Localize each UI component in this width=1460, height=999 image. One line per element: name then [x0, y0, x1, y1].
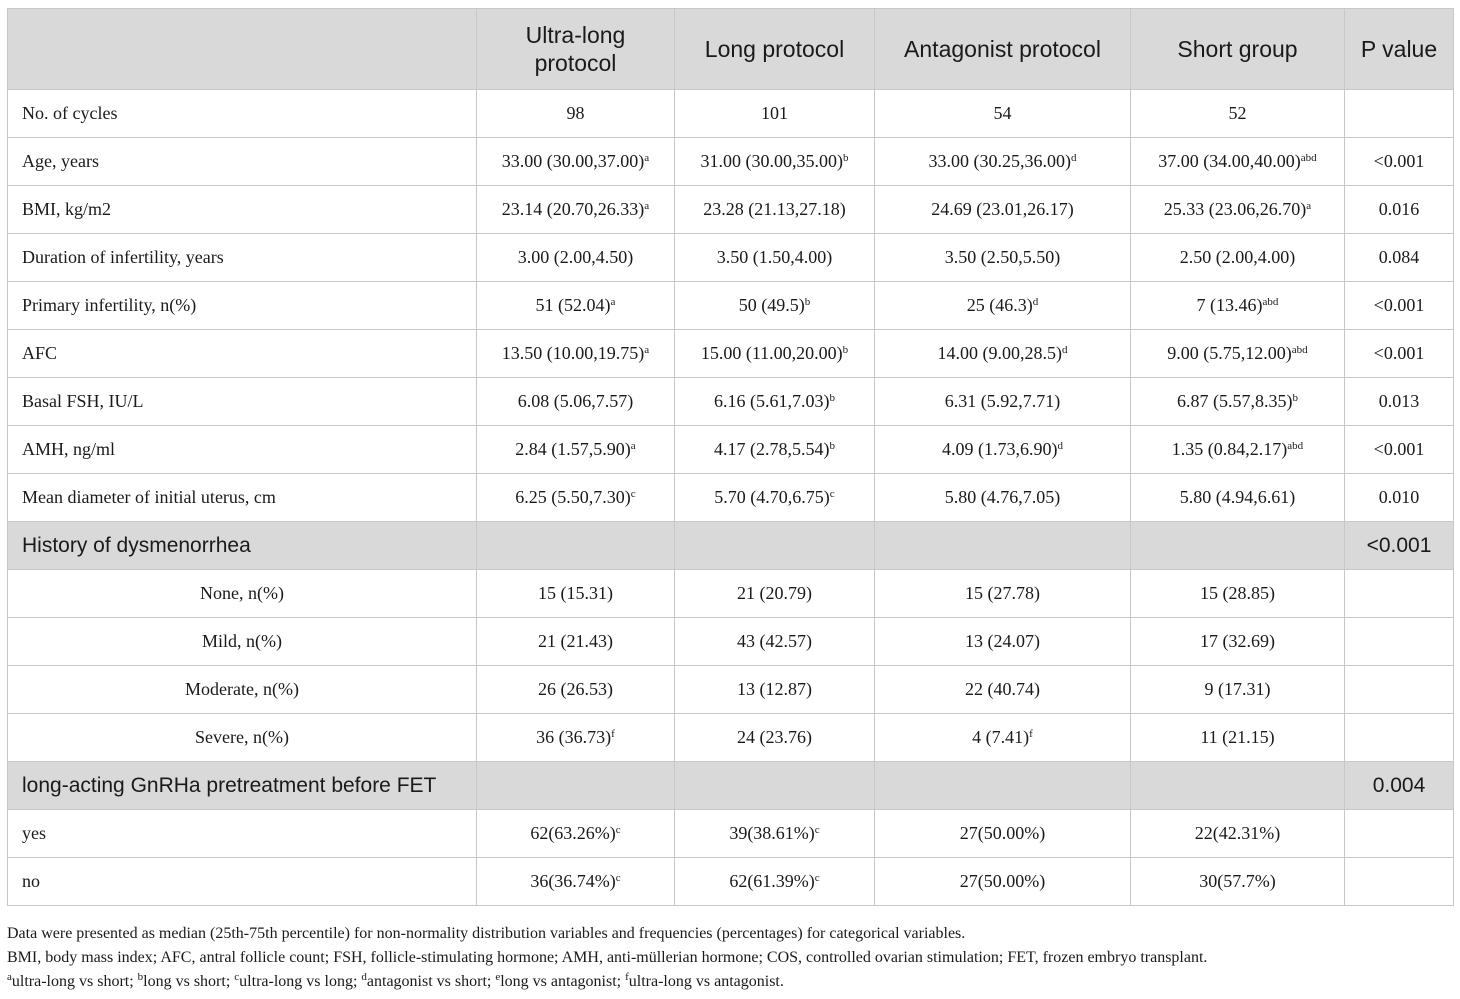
cell-superscript: a [644, 344, 650, 356]
table-cell [477, 474, 675, 522]
cell-value: 6.87 (5.57,8.35) [1177, 391, 1293, 411]
table-cell [875, 810, 1131, 858]
cell-superscript: c [630, 488, 636, 500]
cell-superscript: b [829, 440, 835, 452]
cell-value: 15 (27.78) [965, 583, 1040, 603]
table-cell [477, 618, 675, 666]
cell-value: <0.001 [1373, 343, 1425, 363]
cell-superscript: f [1029, 728, 1033, 740]
row-label: AMH, ng/ml [8, 426, 477, 474]
footnote-text: ultra-long vs antagonist. [628, 973, 784, 990]
cell-value: 22 (40.74) [965, 679, 1040, 699]
table-cell [675, 282, 875, 330]
cell-value: 26 (26.53) [538, 679, 613, 699]
header-row [8, 9, 1454, 90]
table-cell [675, 858, 875, 906]
table-cell [675, 666, 875, 714]
table-cell [477, 426, 675, 474]
table-cell [875, 90, 1131, 138]
table-cell [1345, 474, 1454, 522]
row-label: Duration of infertility, years [8, 234, 477, 282]
cell-value: 4.09 (1.73,6.90) [942, 439, 1058, 459]
cell-value: 3.50 (1.50,4.00) [716, 247, 833, 267]
footnote-text: antagonist vs short; [366, 973, 496, 990]
table-cell [1345, 666, 1454, 714]
row-label: BMI, kg/m2 [8, 186, 477, 234]
table-cell [1131, 138, 1345, 186]
cell-value: 3.00 (2.00,4.50) [517, 247, 634, 267]
table-row [8, 570, 1454, 618]
table-cell [875, 138, 1131, 186]
cell-superscript: abd [1291, 344, 1308, 356]
table-cell [875, 666, 1131, 714]
cell-superscript: b [842, 344, 849, 356]
table-cell [875, 714, 1131, 762]
baseline-characteristics-table [7, 8, 1454, 906]
cell-value: 21 (21.43) [538, 631, 613, 651]
table-cell [875, 378, 1131, 426]
table-cell [477, 138, 675, 186]
cell-value: 36(36.74%) [530, 871, 616, 891]
cell-superscript: d [1062, 344, 1068, 356]
table-cell [875, 762, 1131, 810]
footnote-superscript: e [495, 971, 501, 983]
table-cell [1131, 570, 1345, 618]
table-cell [675, 186, 875, 234]
footnote-superscript: d [361, 971, 367, 983]
table-cell [1131, 714, 1345, 762]
cell-value: <0.001 [1373, 151, 1425, 171]
table-cell [1345, 426, 1454, 474]
cell-value: 98 [566, 103, 585, 123]
cell-superscript: c [615, 872, 621, 884]
table-cell [1131, 858, 1345, 906]
cell-value: 6.31 (5.92,7.71) [944, 391, 1061, 411]
table-row [8, 858, 1454, 906]
cell-value: 22(42.31%) [1194, 823, 1281, 843]
table-cell [1345, 282, 1454, 330]
cell-superscript: a [644, 200, 650, 212]
cell-value: 62(63.26%) [530, 823, 616, 843]
table-cell [875, 570, 1131, 618]
row-label: Mean diameter of initial uterus, cm [8, 474, 477, 522]
table-cell [675, 90, 875, 138]
footnote-line-1: Data were presented as median (25th-75th percentile) for non-normality distribution variables and frequencies (percentages) for categorical variables. [7, 925, 966, 942]
table-cell [675, 762, 875, 810]
footnote-line-2: BMI, body mass index; AFC, antral follicle count; FSH, follicle-stimulating hormone; AMH, anti-müllerian hormone; COS, controlled ovarian stimulation; FET, frozen embryo transplant. [7, 949, 1208, 966]
table-cell [675, 474, 875, 522]
cell-value: 5.70 (4.70,6.75) [714, 487, 830, 507]
cell-value: 2.50 (2.00,4.00) [1179, 247, 1296, 267]
cell-superscript: b [804, 296, 811, 308]
footnote-superscript: f [625, 971, 629, 983]
footnote-superscript: a [7, 971, 12, 983]
cell-value: 0.084 [1378, 247, 1420, 267]
cell-superscript: a [1306, 200, 1312, 212]
table-cell [1131, 378, 1345, 426]
header-cell-antagonist: Antagonist protocol [875, 9, 1131, 90]
table-cell [1345, 858, 1454, 906]
table-cell [1345, 522, 1454, 570]
cell-superscript: d [1071, 152, 1077, 164]
footnote-text: ultra-long vs short; [11, 973, 138, 990]
cell-value: 7 (13.46) [1196, 295, 1263, 315]
table-row [8, 90, 1454, 138]
table-cell [875, 330, 1131, 378]
cell-value: 36 (36.73) [536, 727, 612, 747]
cell-superscript: b [829, 392, 835, 404]
cell-value: <0.001 [1373, 439, 1425, 459]
table-cell [675, 378, 875, 426]
cell-value: 33.00 (30.00,37.00) [501, 151, 645, 171]
cell-value: 21 (20.79) [737, 583, 812, 603]
table-cell [1345, 90, 1454, 138]
table-cell [875, 858, 1131, 906]
cell-value: 0.013 [1378, 391, 1420, 411]
table-cell [1345, 618, 1454, 666]
cell-value: 51 (52.04) [535, 295, 611, 315]
table-cell [477, 570, 675, 618]
cell-superscript: c [814, 824, 820, 836]
cell-value: <0.001 [1373, 295, 1425, 315]
cell-value: 43 (42.57) [737, 631, 812, 651]
table-cell [1131, 474, 1345, 522]
cell-value: 15.00 (11.00,20.00) [700, 343, 843, 363]
cell-value: 62(61.39%) [729, 871, 815, 891]
cell-value: 30(57.7%) [1199, 871, 1276, 891]
table-cell [1131, 330, 1345, 378]
cell-value: 1.35 (0.84,2.17) [1171, 439, 1288, 459]
cell-value: 5.80 (4.76,7.05) [944, 487, 1061, 507]
table-cell [1345, 138, 1454, 186]
table-cell [477, 858, 675, 906]
table-cell [477, 330, 675, 378]
table-cell [675, 330, 875, 378]
table-cell [477, 666, 675, 714]
cell-value: 4.17 (2.78,5.54) [714, 439, 830, 459]
table-row [8, 714, 1454, 762]
table-cell [875, 282, 1131, 330]
cell-value: 2.84 (1.57,5.90) [515, 439, 631, 459]
table-cell [477, 522, 675, 570]
table-row [8, 810, 1454, 858]
table-cell [1131, 810, 1345, 858]
cell-value: 3.50 (2.50,5.50) [944, 247, 1061, 267]
cell-value: 6.25 (5.50,7.30) [515, 487, 631, 507]
cell-superscript: abd [1262, 296, 1279, 308]
row-label: yes [8, 810, 477, 858]
cell-value: 11 (21.15) [1200, 727, 1275, 747]
table-cell [675, 522, 875, 570]
table-cell [675, 618, 875, 666]
row-label: Severe, n(%) [8, 714, 477, 762]
table-row [8, 618, 1454, 666]
table-row [8, 186, 1454, 234]
row-label: History of dysmenorrhea [8, 522, 477, 570]
cell-value: 9 (17.31) [1204, 679, 1271, 699]
cell-value: 27(50.00%) [959, 823, 1046, 843]
table-cell [1131, 426, 1345, 474]
table-cell [1131, 666, 1345, 714]
cell-superscript: c [814, 872, 820, 884]
footnote-superscript: b [137, 971, 144, 983]
cell-value: 0.004 [1372, 773, 1426, 797]
cell-value: 13.50 (10.00,19.75) [501, 343, 645, 363]
cell-value: 13 (24.07) [965, 631, 1040, 651]
table-cell [1345, 810, 1454, 858]
table-cell [477, 90, 675, 138]
cell-value: 37.00 (34.00,40.00) [1158, 151, 1301, 171]
table-cell [1131, 762, 1345, 810]
table-cell [477, 810, 675, 858]
table-cell [477, 234, 675, 282]
table-cell [477, 186, 675, 234]
table-cell [1131, 90, 1345, 138]
row-label: long-acting GnRHa pretreatment before FET [8, 762, 477, 810]
table-cell [675, 570, 875, 618]
cell-superscript: a [644, 152, 650, 164]
cell-value: 15 (15.31) [538, 583, 613, 603]
cell-superscript: abd [1300, 152, 1317, 164]
cell-value: 50 (49.5) [738, 295, 805, 315]
cell-value: 24 (23.76) [737, 727, 812, 747]
cell-value: 23.28 (21.13,27.18) [703, 199, 846, 219]
table-cell [675, 234, 875, 282]
row-label: AFC [8, 330, 477, 378]
table-cell [875, 474, 1131, 522]
table-row [8, 234, 1454, 282]
cell-superscript: d [1057, 440, 1063, 452]
table-row [8, 426, 1454, 474]
header-cell-label [8, 9, 477, 90]
row-label: Mild, n(%) [8, 618, 477, 666]
table-cell [477, 378, 675, 426]
cell-value: 5.80 (4.94,6.61) [1179, 487, 1296, 507]
table-cell [477, 762, 675, 810]
table-cell [1131, 234, 1345, 282]
cell-value: 15 (28.85) [1200, 583, 1275, 603]
table-cell [675, 138, 875, 186]
row-label: None, n(%) [8, 570, 477, 618]
cell-value: <0.001 [1366, 533, 1432, 557]
cell-value: 14.00 (9.00,28.5) [937, 343, 1062, 363]
table-row [8, 138, 1454, 186]
table-cell [675, 426, 875, 474]
row-label: No. of cycles [8, 90, 477, 138]
cell-value: 101 [761, 103, 788, 123]
row-label: Age, years [8, 138, 477, 186]
cell-superscript: a [610, 296, 616, 308]
header-cell-p-value: P value [1345, 9, 1454, 90]
row-label: Primary infertility, n(%) [8, 282, 477, 330]
cell-value: 4 (7.41) [972, 727, 1030, 747]
table-row [8, 378, 1454, 426]
table-cell [1345, 378, 1454, 426]
footnote-text: long vs short; [143, 973, 235, 990]
cell-value: 25 (46.3) [966, 295, 1033, 315]
table-cell [675, 714, 875, 762]
table-cell [1345, 762, 1454, 810]
table-cell [1131, 282, 1345, 330]
header-cell-short: Short group [1131, 9, 1345, 90]
cell-value: 39(38.61%) [729, 823, 815, 843]
cell-superscript: c [829, 488, 835, 500]
cell-superscript: d [1032, 296, 1039, 308]
table-row [8, 474, 1454, 522]
table-cell [1345, 330, 1454, 378]
cell-value: 27(50.00%) [959, 871, 1046, 891]
header-cell-long: Long protocol [675, 9, 875, 90]
table-row [8, 282, 1454, 330]
table-cell [1131, 618, 1345, 666]
table-cell [1345, 570, 1454, 618]
cell-superscript: c [615, 824, 621, 836]
cell-superscript: abd [1287, 440, 1304, 452]
cell-value: 25.33 (23.06,26.70) [1163, 199, 1307, 219]
table-cell [875, 522, 1131, 570]
cell-value: 52 [1228, 103, 1247, 123]
table-cell [875, 618, 1131, 666]
table-row [8, 330, 1454, 378]
cell-superscript: a [630, 440, 636, 452]
table-cell [1345, 234, 1454, 282]
footnote-line-3 [7, 970, 1453, 994]
cell-value: 23.14 (20.70,26.33) [501, 199, 645, 219]
cell-value: 33.00 (30.25,36.00) [928, 151, 1071, 171]
cell-value: 6.16 (5.61,7.03) [714, 391, 830, 411]
cell-value: 6.08 (5.06,7.57) [517, 391, 634, 411]
footnote-text: long vs antagonist; [500, 973, 626, 990]
cell-value: 31.00 (30.00,35.00) [700, 151, 843, 171]
table-cell [675, 810, 875, 858]
section-row [8, 522, 1454, 570]
cell-superscript: f [611, 728, 615, 740]
footnote-superscript: c [234, 971, 240, 983]
table-cell [1131, 186, 1345, 234]
table-cell [875, 186, 1131, 234]
cell-value: 24.69 (23.01,26.17) [931, 199, 1074, 219]
cell-value: 0.016 [1378, 199, 1420, 219]
cell-value: 13 (12.87) [737, 679, 812, 699]
row-label: Basal FSH, IU/L [8, 378, 477, 426]
cell-superscript: b [1292, 392, 1298, 404]
row-label: Moderate, n(%) [8, 666, 477, 714]
footnote-text: ultra-long vs long; [239, 973, 362, 990]
section-row [8, 762, 1454, 810]
table-body [8, 90, 1454, 906]
cell-value: 17 (32.69) [1200, 631, 1275, 651]
table-cell [875, 426, 1131, 474]
header-cell-ultra-long: Ultra-long protocol [477, 9, 675, 90]
table-row [8, 666, 1454, 714]
table-footnotes [7, 922, 1453, 994]
row-label: no [8, 858, 477, 906]
cell-value: 54 [993, 103, 1012, 123]
cell-value: 0.010 [1378, 487, 1420, 507]
table-cell [1131, 522, 1345, 570]
cell-superscript: b [843, 152, 849, 164]
table-cell [1345, 714, 1454, 762]
table-cell [875, 234, 1131, 282]
cell-value: 9.00 (5.75,12.00) [1167, 343, 1292, 363]
table-cell [477, 714, 675, 762]
table-cell [477, 282, 675, 330]
table-cell [1345, 186, 1454, 234]
